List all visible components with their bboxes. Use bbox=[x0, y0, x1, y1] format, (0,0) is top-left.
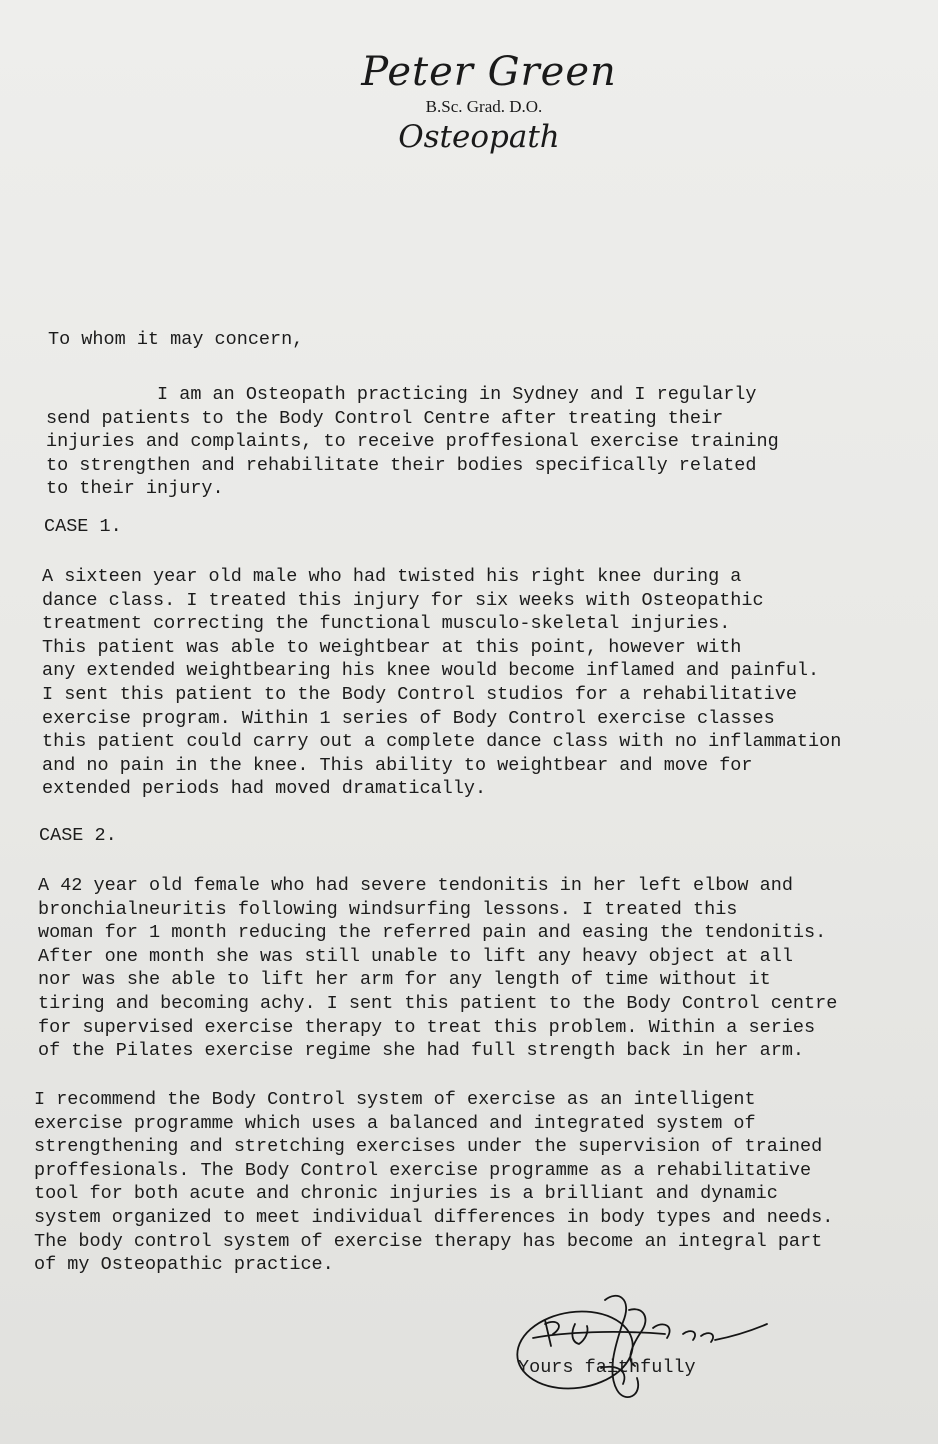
handwritten-signature bbox=[505, 1280, 775, 1415]
letterhead-name: Peter Green bbox=[361, 49, 617, 95]
intro-paragraph: I am an Osteopath practicing in Sydney and I regularly send patients to the Body Control Centre after treating their injuries and complaints, to receive proffesional exercise training to strengthen and rehabilitate their bodies specifically related to their injury. bbox=[46, 384, 779, 500]
salutation: To whom it may concern, bbox=[48, 329, 304, 350]
recommendation-paragraph: I recommend the Body Control system of exercise as an intelligent exercise programme which uses a balanced and integrated system of strengthening and stretching exercises under the supervision of trained proffesionals. The Body Control exercise programme as a rehabilitative tool for both acute and chronic injuries is a brilliant and dynamic system organized to meet individual differences in body types and needs. The body control system of exercise therapy has become an integral part of my Osteopathic practice. bbox=[34, 1089, 834, 1276]
letterhead bbox=[0, 48, 938, 156]
case-1-heading: CASE 1. bbox=[44, 516, 122, 537]
case-2-paragraph: A 42 year old female who had severe tendonitis in her left elbow and bronchialneuritis following windsurfing lessons. I treated this woman for 1 month reducing the referred pain and easing the tendonitis. After one month she was still unable to lift any heavy object at all nor was she able to lift her arm for any length of time without it tiring and becoming achy. I sent this patient to the Body Control centre for supervised exercise therapy to treat this problem. Within a series of the Pilates exercise regime she had full strength back in her arm. bbox=[38, 875, 838, 1062]
closing-line: Yours faithfully bbox=[518, 1357, 696, 1378]
case-2-heading: CASE 2. bbox=[39, 825, 117, 846]
letterhead-qualifications: B.Sc. Grad. D.O. bbox=[425, 97, 543, 116]
case-1-paragraph: A sixteen year old male who had twisted his right knee during a dance class. I treated this injury for six weeks with Osteopathic treatment correcting the functional musculo-skeletal injuries. This patient was able to weightbear at this point, however with any extended weightbearing his knee would become inflamed and painful. I sent this patient to the Body Control studios for a rehabilitative exercise program. Within 1 series of Body Control exercise classes this patient could carry out a complete dance class with no inflammation and no pain in the knee. This ability to weightbear and move for extended periods had moved dramatically. bbox=[42, 566, 842, 800]
letterhead-title: Osteopath bbox=[398, 119, 560, 155]
